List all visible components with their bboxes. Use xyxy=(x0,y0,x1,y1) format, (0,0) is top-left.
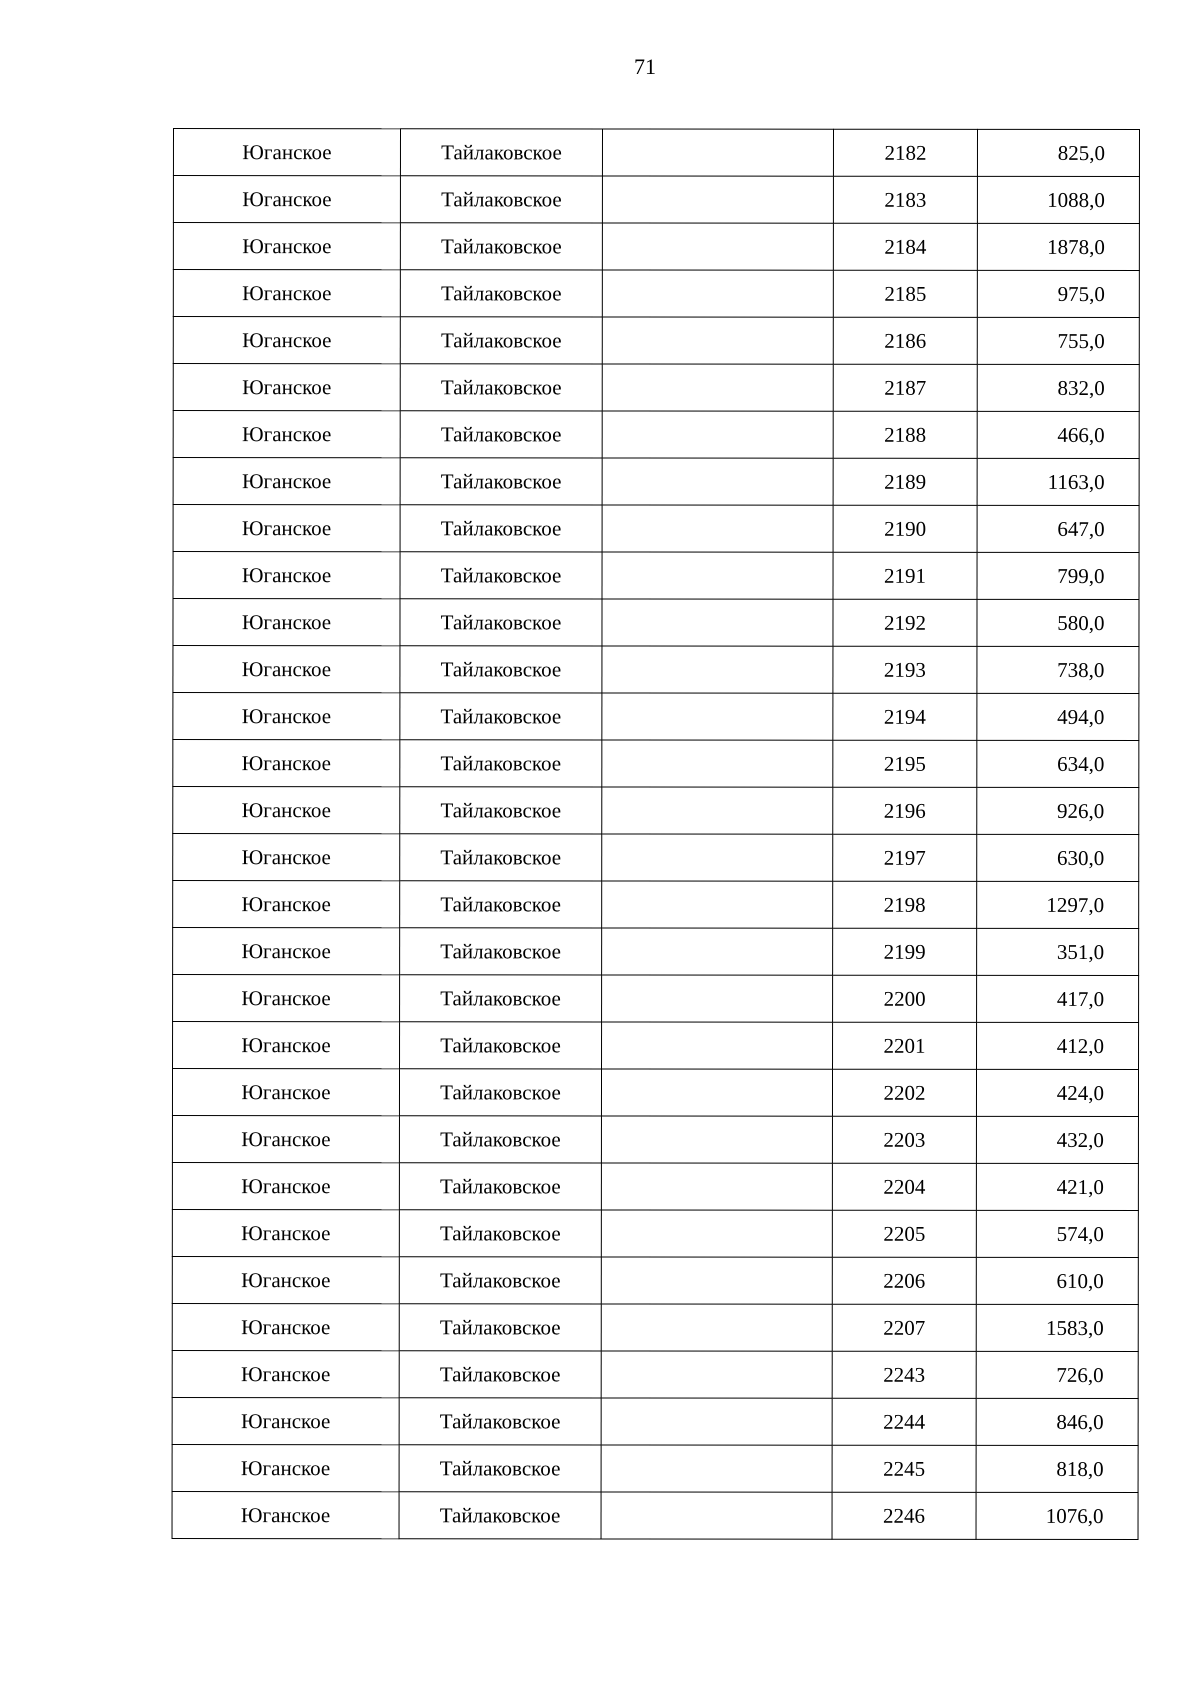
cell-field: Юганское xyxy=(173,740,400,787)
cell-number: 2183 xyxy=(833,176,977,223)
cell-license-area: Тайлаковское xyxy=(400,928,602,975)
page-number: 71 xyxy=(634,54,656,79)
cell-field: Юганское xyxy=(173,1022,400,1069)
cell-license-area: Тайлаковское xyxy=(399,1304,601,1351)
table-row xyxy=(172,1209,1138,1257)
cell-field: Юганское xyxy=(173,411,400,458)
cell-number: 2202 xyxy=(832,1069,976,1116)
cell-license-area: Тайлаковское xyxy=(400,881,602,928)
table-row xyxy=(173,411,1139,459)
cell-extra xyxy=(602,317,833,364)
cell-field: Юганское xyxy=(172,1397,399,1444)
table-row xyxy=(173,270,1139,318)
table-row xyxy=(173,1022,1139,1070)
cell-extra xyxy=(602,411,833,458)
cell-extra xyxy=(601,1398,832,1445)
table-row xyxy=(173,599,1139,647)
cell-license-area: Тайлаковское xyxy=(399,1492,601,1539)
cell-field: Юганское xyxy=(173,505,400,552)
cell-license-area: Тайлаковское xyxy=(400,505,602,552)
cell-field: Юганское xyxy=(172,1209,399,1256)
cell-value: 799,0 xyxy=(977,552,1139,599)
cell-field: Юганское xyxy=(172,1069,399,1116)
cell-field: Юганское xyxy=(173,787,400,834)
cell-license-area: Тайлаковское xyxy=(399,1069,601,1116)
cell-field: Юганское xyxy=(172,1116,399,1163)
cell-field: Юганское xyxy=(173,881,400,928)
cell-value: 466,0 xyxy=(977,411,1139,458)
cell-field: Юганское xyxy=(172,1303,399,1350)
cell-value: 610,0 xyxy=(976,1257,1138,1304)
cell-value: 574,0 xyxy=(976,1210,1138,1257)
table-row xyxy=(172,1397,1138,1445)
cell-value: 634,0 xyxy=(977,740,1139,787)
cell-number: 2245 xyxy=(832,1445,976,1492)
cell-extra xyxy=(602,129,833,176)
table-row xyxy=(173,552,1139,600)
cell-license-area: Тайлаковское xyxy=(400,975,602,1022)
cell-license-area: Тайлаковское xyxy=(399,1210,601,1257)
cell-value: 1583,0 xyxy=(976,1304,1138,1351)
cell-license-area: Тайлаковское xyxy=(400,787,602,834)
cell-field: Юганское xyxy=(173,693,400,740)
cell-value: 351,0 xyxy=(977,928,1139,975)
cell-license-area: Тайлаковское xyxy=(400,552,602,599)
cell-extra xyxy=(602,928,833,975)
cell-extra xyxy=(602,599,833,646)
data-table xyxy=(172,128,1140,1540)
table-row xyxy=(173,317,1139,365)
cell-field: Юганское xyxy=(173,176,400,223)
cell-extra xyxy=(602,552,833,599)
cell-number: 2194 xyxy=(833,693,977,740)
cell-number: 2197 xyxy=(833,834,977,881)
cell-value: 1163,0 xyxy=(977,458,1139,505)
cell-value: 1878,0 xyxy=(977,223,1139,270)
table-row xyxy=(173,740,1139,788)
cell-license-area: Тайлаковское xyxy=(400,364,602,411)
cell-extra xyxy=(602,740,833,787)
cell-extra xyxy=(602,505,833,552)
cell-extra xyxy=(602,364,833,411)
cell-license-area: Тайлаковское xyxy=(400,129,602,176)
cell-license-area: Тайлаковское xyxy=(399,1163,601,1210)
cell-extra xyxy=(601,1445,832,1492)
cell-value: 846,0 xyxy=(976,1398,1138,1445)
cell-value: 417,0 xyxy=(977,975,1139,1022)
cell-license-area: Тайлаковское xyxy=(400,740,602,787)
table-body xyxy=(172,129,1139,1540)
table-row xyxy=(173,223,1139,271)
cell-value: 421,0 xyxy=(976,1163,1138,1210)
cell-extra xyxy=(602,834,833,881)
cell-number: 2196 xyxy=(833,787,977,834)
table-row xyxy=(173,787,1139,835)
cell-license-area: Тайлаковское xyxy=(400,223,602,270)
cell-number: 2195 xyxy=(833,740,977,787)
cell-value: 494,0 xyxy=(977,693,1139,740)
cell-extra xyxy=(602,787,833,834)
cell-value: 926,0 xyxy=(977,787,1139,834)
cell-field: Юганское xyxy=(173,129,400,176)
cell-value: 647,0 xyxy=(977,505,1139,552)
cell-number: 2243 xyxy=(832,1351,976,1398)
cell-field: Юганское xyxy=(172,1444,399,1491)
table-row xyxy=(172,1491,1138,1539)
cell-number: 2190 xyxy=(833,505,977,552)
cell-extra xyxy=(601,1210,832,1257)
cell-license-area: Тайлаковское xyxy=(400,317,602,364)
cell-extra xyxy=(601,1257,832,1304)
cell-license-area: Тайлаковское xyxy=(400,176,602,223)
cell-license-area: Тайлаковское xyxy=(399,1351,601,1398)
cell-value: 412,0 xyxy=(977,1022,1139,1069)
cell-field: Юганское xyxy=(173,270,400,317)
cell-license-area: Тайлаковское xyxy=(399,1398,601,1445)
cell-license-area: Тайлаковское xyxy=(400,599,602,646)
cell-value: 818,0 xyxy=(976,1445,1138,1492)
table-row xyxy=(173,458,1139,506)
cell-field: Юганское xyxy=(172,1350,399,1397)
cell-extra xyxy=(602,975,833,1022)
cell-field: Юганское xyxy=(173,552,400,599)
cell-extra xyxy=(602,458,833,505)
table-row xyxy=(173,646,1139,694)
table-row xyxy=(173,364,1139,412)
cell-field: Юганское xyxy=(173,599,400,646)
table-row xyxy=(172,1444,1138,1492)
cell-value: 832,0 xyxy=(977,364,1139,411)
cell-extra xyxy=(602,270,833,317)
cell-field: Юганское xyxy=(172,1163,399,1210)
cell-number: 2184 xyxy=(833,223,977,270)
cell-value: 432,0 xyxy=(976,1116,1138,1163)
table-row xyxy=(172,1350,1138,1398)
cell-extra xyxy=(601,1069,832,1116)
cell-value: 580,0 xyxy=(977,599,1139,646)
cell-number: 2206 xyxy=(832,1257,976,1304)
cell-number: 2203 xyxy=(832,1116,976,1163)
cell-license-area: Тайлаковское xyxy=(400,270,602,317)
cell-number: 2187 xyxy=(833,364,977,411)
cell-number: 2185 xyxy=(833,270,977,317)
cell-number: 2192 xyxy=(833,599,977,646)
cell-extra xyxy=(601,1351,832,1398)
cell-number: 2207 xyxy=(832,1304,976,1351)
cell-license-area: Тайлаковское xyxy=(400,411,602,458)
table-row xyxy=(173,693,1139,741)
cell-field: Юганское xyxy=(173,317,400,364)
cell-field: Юганское xyxy=(172,1491,399,1538)
cell-license-area: Тайлаковское xyxy=(399,1445,601,1492)
table-row xyxy=(172,1256,1138,1304)
cell-extra xyxy=(601,1116,832,1163)
cell-number: 2186 xyxy=(833,317,977,364)
cell-value: 975,0 xyxy=(977,270,1139,317)
cell-field: Юганское xyxy=(173,646,400,693)
cell-extra xyxy=(602,693,833,740)
cell-number: 2246 xyxy=(832,1492,976,1539)
cell-extra xyxy=(601,1163,832,1210)
cell-number: 2200 xyxy=(833,975,977,1022)
cell-license-area: Тайлаковское xyxy=(400,693,602,740)
cell-number: 2191 xyxy=(833,552,977,599)
cell-field: Юганское xyxy=(173,364,400,411)
cell-license-area: Тайлаковское xyxy=(400,646,602,693)
cell-number: 2201 xyxy=(833,1022,977,1069)
table-row xyxy=(173,975,1139,1023)
cell-field: Юганское xyxy=(173,834,400,881)
table-row xyxy=(173,928,1139,976)
cell-extra xyxy=(601,1304,832,1351)
cell-license-area: Тайлаковское xyxy=(400,458,602,505)
cell-number: 2182 xyxy=(833,129,977,176)
cell-value: 1297,0 xyxy=(977,881,1139,928)
cell-number: 2205 xyxy=(832,1210,976,1257)
cell-license-area: Тайлаковское xyxy=(399,1257,601,1304)
cell-license-area: Тайлаковское xyxy=(399,1116,601,1163)
cell-extra xyxy=(602,176,833,223)
cell-value: 1076,0 xyxy=(976,1492,1138,1539)
cell-value: 726,0 xyxy=(976,1351,1138,1398)
cell-number: 2198 xyxy=(833,881,977,928)
table-row xyxy=(173,834,1139,882)
cell-number: 2189 xyxy=(833,458,977,505)
cell-extra xyxy=(601,1492,832,1539)
table-row xyxy=(172,1163,1138,1211)
cell-value: 630,0 xyxy=(977,834,1139,881)
cell-value: 1088,0 xyxy=(977,176,1139,223)
cell-field: Юганское xyxy=(173,975,400,1022)
cell-number: 2244 xyxy=(832,1398,976,1445)
cell-extra xyxy=(602,1022,833,1069)
cell-field: Юганское xyxy=(173,458,400,505)
table-row xyxy=(173,176,1139,224)
cell-field: Юганское xyxy=(172,1256,399,1303)
cell-value: 424,0 xyxy=(976,1069,1138,1116)
cell-value: 738,0 xyxy=(977,646,1139,693)
cell-number: 2188 xyxy=(833,411,977,458)
table-row xyxy=(173,881,1139,929)
table-row xyxy=(172,1069,1138,1117)
cell-number: 2193 xyxy=(833,646,977,693)
cell-extra xyxy=(602,646,833,693)
cell-field: Юганское xyxy=(173,928,400,975)
table-row xyxy=(172,1303,1138,1351)
cell-number: 2199 xyxy=(833,928,977,975)
cell-extra xyxy=(602,223,833,270)
cell-license-area: Тайлаковское xyxy=(400,1022,602,1069)
cell-license-area: Тайлаковское xyxy=(400,834,602,881)
cell-field: Юганское xyxy=(173,223,400,270)
table-row xyxy=(172,1116,1138,1164)
cell-extra xyxy=(602,881,833,928)
cell-value: 755,0 xyxy=(977,317,1139,364)
table-row xyxy=(173,505,1139,553)
table-row xyxy=(173,129,1139,177)
cell-value: 825,0 xyxy=(977,129,1139,176)
cell-number: 2204 xyxy=(832,1163,976,1210)
